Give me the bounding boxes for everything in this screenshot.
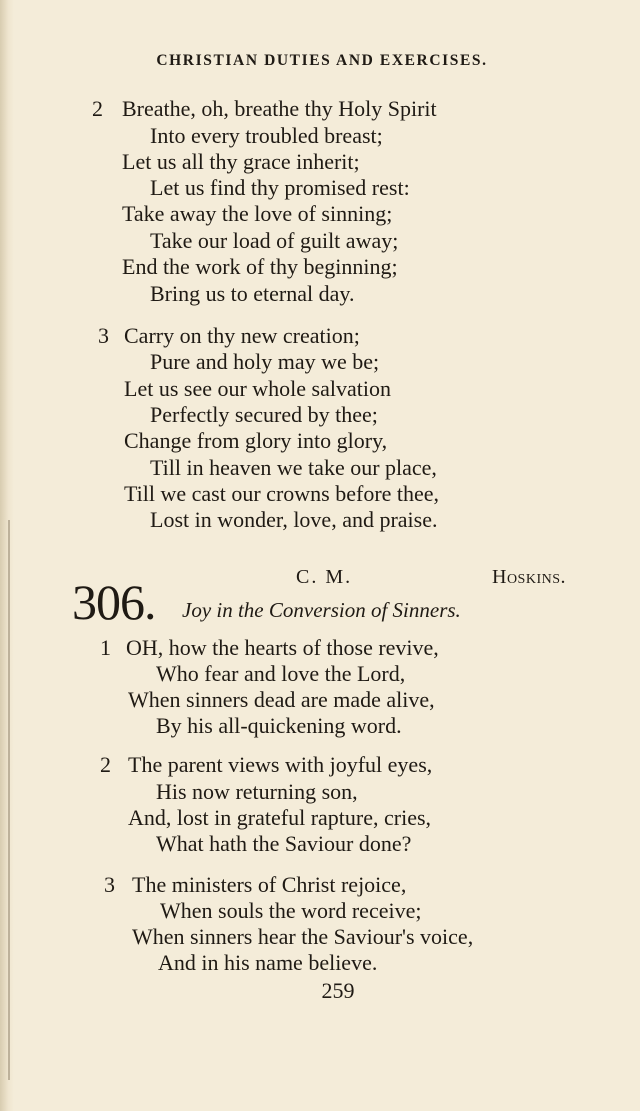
verse-line: Perfectly secured by thee; [150,402,378,427]
hymn-tune: Hoskins. [492,566,567,588]
verse-line: The parent views with joyful eyes, [128,752,433,777]
verse-line: Let us see our whole salvation [124,376,391,401]
hymn-number: 306. [72,574,156,630]
verse-line: Let us find thy promised rest: [150,175,410,200]
verse-line: End the work of thy beginning; [122,254,398,279]
verse-line: Who fear and love the Lord, [156,661,406,686]
verse-number: 3 [98,323,109,348]
page-spine-shadow [0,0,14,1111]
verse-line: Lost in wonder, love, and praise. [150,507,438,532]
verse-number: 2 [92,96,103,121]
verse-line: What hath the Saviour done? [156,831,412,856]
verse-line: OH, how the hearts of those revive, [126,635,439,660]
verse-line: Take our load of guilt away; [150,228,399,253]
page-number [0,978,640,1004]
verse-line: When sinners dead are made alive, [128,687,435,712]
running-head-text: CHRISTIAN DUTIES AND EXERCISES. [156,52,488,69]
verse-number: 2 [100,752,111,777]
verse-line: Into every troubled breast; [150,123,383,148]
verse-line: And, lost in grateful rapture, cries, [128,805,432,830]
verse-line: Take away the love of sinning; [122,201,393,226]
verse-line: The ministers of Christ rejoice, [132,872,407,897]
verse-number: 3 [104,872,115,897]
verse-number: 1 [100,635,111,660]
verse-line: Till we cast our crowns before thee, [124,481,440,506]
hymn-subtitle: Joy in the Conversion of Sinners. [182,598,461,622]
hymn-meter: C. M. [296,566,353,588]
verse-line: When sinners hear the Saviour's voice, [132,924,474,949]
verse-line: Till in heaven we take our place, [150,455,437,480]
verse-line: Bring us to eternal day. [150,281,355,306]
running-head [0,52,640,70]
verse-line: Let us all thy grace inherit; [122,149,360,174]
page-number-text: 259 [321,978,355,1003]
verse-line: By his all-quickening word. [156,713,402,738]
verse-line: Carry on thy new creation; [124,323,360,348]
verse-line: Change from glory into glory, [124,428,388,453]
verse-line: And in his name believe. [158,950,378,975]
verse-line: Breathe, oh, breathe thy Holy Spirit [122,96,437,121]
verse-line: Pure and holy may we be; [150,349,380,374]
verse-line: When souls the word receive; [160,898,422,923]
verse-line: His now returning son, [156,779,358,804]
